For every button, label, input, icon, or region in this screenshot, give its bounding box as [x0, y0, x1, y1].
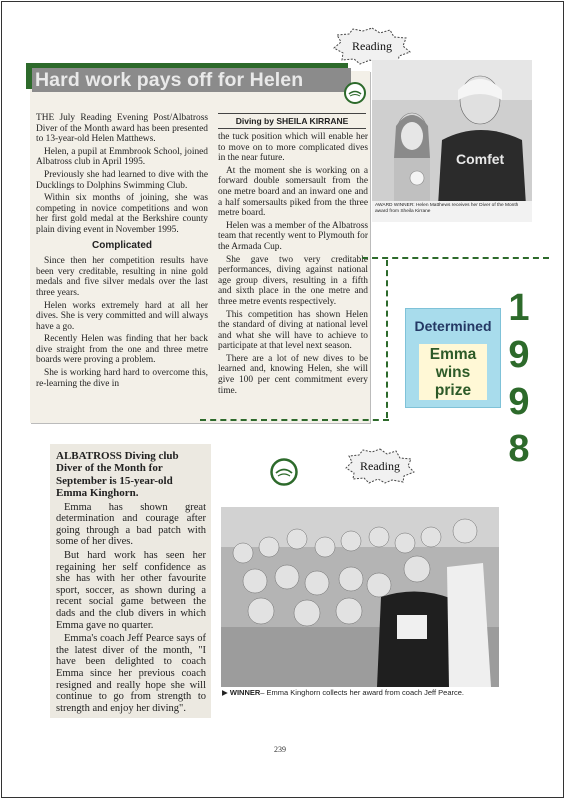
reading-badge-top-label: Reading — [352, 38, 392, 53]
determined-title: Determined — [414, 318, 492, 334]
article-helen-subheading: Complicated — [91, 239, 152, 251]
reading-badge-bottom-label: Reading — [360, 458, 400, 473]
name-line: wins — [435, 364, 471, 381]
emma-wins-prize-label — [419, 344, 487, 400]
emma-photo-caption — [222, 687, 500, 699]
year-digit: 1 — [508, 287, 530, 329]
paragraph: Since then her competition results have been very creditable, resulting in nine gold medals and five silver medals over the last three years. — [36, 256, 208, 298]
article-emma-clipping — [50, 444, 211, 718]
paragraph: THE July Reading Evening Post/Albatross Diver of the Month award has been presented to 13-year-old Helen Matthews. — [36, 113, 208, 145]
article-emma-column — [56, 450, 206, 716]
emma-award-photo — [221, 507, 499, 687]
reading-badge-bottom — [345, 448, 415, 484]
paragraph: Emma's coach Jeff Pearce says of the latest diver of the month, "I have been delighted to coach Emma since her previous coach resigned and really hope she will continue to go from strength to strength and enjoy her diving". — [56, 633, 206, 714]
helen-award-photo — [372, 60, 532, 222]
page-number: 239 — [274, 745, 286, 754]
paragraph: She gave two very creditable performances, diving against national age group divers, resulting in a fifth and sixth place in the one metre and three metre events respectively. — [218, 254, 368, 307]
paragraph: Helen was a member of the Albatross team that recently went to Plymouth for the Armada Cup. — [218, 220, 368, 252]
paragraph: Emma has shown great determination and courage after going through a bad patch with some of her dives. — [56, 501, 206, 548]
year-digit: 8 — [508, 428, 530, 470]
dashed-divider — [362, 257, 549, 259]
caption-bold: WINNER — [229, 688, 261, 697]
caption-text: – Emma Kinghorn collects her award from coach Jeff Pearce. — [260, 688, 465, 697]
article-emma-lead: ALBATROSS Diving club Diver of the Month for September is 15-year-old Emma Kinghorn. — [56, 450, 179, 500]
paragraph: She is working hard hard to overcome this, re-learning the dive in — [36, 368, 208, 389]
paragraph: At the moment she is working on a forward double somersault from the one metre board and an inward one and a half somersaults piked from the three metre board. — [218, 165, 368, 219]
paragraph: Recently Helen was finding that her back dive straight from the one and three metre boards were proving a problem. — [36, 334, 208, 366]
paragraph: Helen works extremely hard at all her dives. She is very committed and will always have a go. — [36, 300, 208, 332]
dashed-divider — [386, 260, 388, 418]
club-logo-icon — [344, 82, 366, 104]
year-digit: 9 — [508, 334, 530, 376]
caption-arrow-icon: ▶ — [222, 688, 228, 697]
name-line: prize — [434, 382, 472, 399]
article-helen-headline: Hard work pays off for Helen — [32, 68, 351, 92]
name-line: Emma — [429, 346, 477, 363]
article-helen-byline: Diving by SHEILA KIRRANE — [218, 113, 366, 129]
paragraph: Previously she had learned to dive with the Ducklings to Dolphins Swimming Club. — [36, 169, 208, 191]
paragraph: Helen, a pupil at Emmbrook School, joined Albatross club in April 1995. — [36, 146, 208, 168]
dashed-divider — [200, 419, 389, 421]
article-helen-column-1 — [36, 113, 208, 391]
svg-text:Comfet: Comfet — [456, 151, 505, 167]
year-digit: 9 — [508, 381, 530, 423]
paragraph: There are a lot of new dives to be learned and, knowing Helen, she will give 100 per cent commitment every time. — [218, 353, 368, 396]
club-logo-icon — [270, 458, 298, 486]
paragraph: the tuck position which will enable her to move on to more complicated dives in the near future. — [218, 132, 368, 164]
paragraph: Within six months of joining, she was competing in novice competitions and won her first gold medal at the Berkshire county plain diving event in November 1995. — [36, 193, 208, 235]
article-helen-column-2 — [218, 132, 368, 398]
helen-photo-caption: AWARD WINNER: Helen Matthews receives her Diver of the Month award from Sheila Kirrane — [372, 201, 532, 222]
paragraph: This competition has shown Helen the standard of diving at national level and what she will have to achieve to participate at that level next season. — [218, 309, 368, 352]
paragraph: But hard work has seen her regaining her self confidence as she has with her other favourite sport, soccer, as shown during a recent social game between the dads and the club divers in which Emma gave no quarter. — [56, 550, 206, 631]
